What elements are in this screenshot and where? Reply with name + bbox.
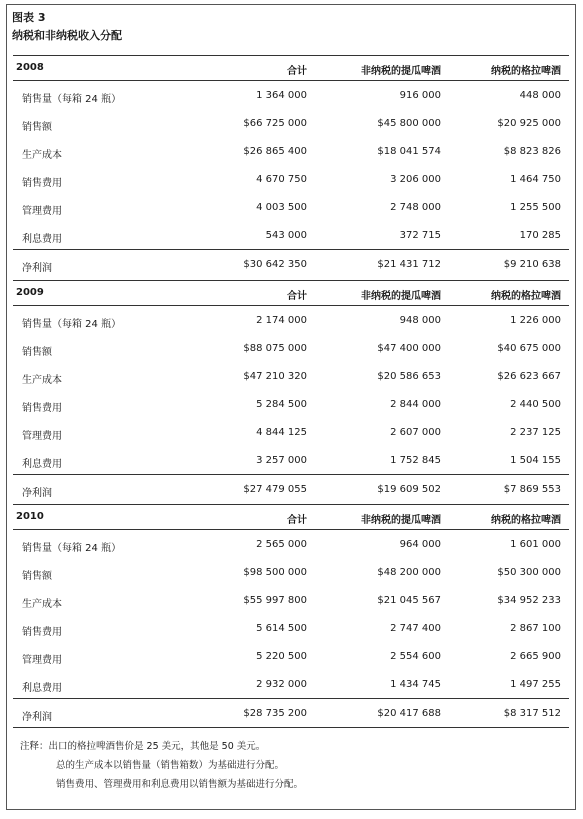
column-header: 纳税的格拉啤酒 bbox=[491, 66, 561, 77]
table-row bbox=[13, 362, 569, 390]
year-label: 2008 bbox=[16, 62, 44, 73]
table-row bbox=[13, 165, 569, 193]
cell-tax: $8 317 512 bbox=[503, 708, 561, 719]
row-label: 销售费用 bbox=[22, 178, 62, 189]
cell-total: 3 257 000 bbox=[256, 455, 307, 466]
cell-nontax: 964 000 bbox=[399, 539, 441, 550]
cell-total: $47 210 320 bbox=[243, 371, 307, 382]
cell-total: 4 844 125 bbox=[256, 427, 307, 438]
cell-nontax: $21 045 567 bbox=[377, 595, 441, 606]
cell-total: $66 725 000 bbox=[243, 118, 307, 129]
cell-total: 2 932 000 bbox=[256, 679, 307, 690]
cell-tax: 2 237 125 bbox=[510, 427, 561, 438]
section-header bbox=[13, 281, 569, 305]
cell-nontax: 948 000 bbox=[399, 315, 441, 326]
row-label: 利息费用 bbox=[22, 683, 62, 694]
table-row bbox=[13, 109, 569, 137]
column-header: 合计 bbox=[287, 66, 307, 77]
cell-tax: 1 226 000 bbox=[510, 315, 561, 326]
cell-tax: $34 952 233 bbox=[497, 595, 561, 606]
cell-nontax: 2 607 000 bbox=[390, 427, 441, 438]
cell-tax: 448 000 bbox=[519, 90, 561, 101]
cell-tax: $8 823 826 bbox=[503, 146, 561, 157]
cell-total: $26 865 400 bbox=[243, 146, 307, 157]
cell-tax: 1 601 000 bbox=[510, 539, 561, 550]
row-label: 销售费用 bbox=[22, 403, 62, 414]
cell-total: 2 565 000 bbox=[256, 539, 307, 550]
net-profit-row bbox=[13, 250, 569, 278]
row-label: 管理费用 bbox=[22, 431, 62, 442]
cell-tax: 2 665 900 bbox=[510, 651, 561, 662]
cell-total: $30 642 350 bbox=[243, 259, 307, 270]
cell-total: $28 735 200 bbox=[243, 708, 307, 719]
column-header: 非纳税的提瓜啤酒 bbox=[361, 291, 441, 302]
cell-nontax: 1 434 745 bbox=[390, 679, 441, 690]
cell-total: 5 284 500 bbox=[256, 399, 307, 410]
table-row bbox=[13, 193, 569, 221]
cell-nontax: 372 715 bbox=[399, 230, 441, 241]
year-label: 2009 bbox=[16, 287, 44, 298]
cell-tax: 2 867 100 bbox=[510, 623, 561, 634]
note-line: 销售费用、管理费用和利息费用以销售额为基础进行分配。 bbox=[56, 779, 304, 790]
cell-nontax: 2 844 000 bbox=[390, 399, 441, 410]
table-row bbox=[13, 446, 569, 474]
cell-total: 543 000 bbox=[265, 230, 307, 241]
year-section-2008 bbox=[13, 55, 569, 278]
cell-tax: 1 255 500 bbox=[510, 202, 561, 213]
row-label: 净利润 bbox=[22, 488, 52, 499]
cell-nontax: $21 431 712 bbox=[377, 259, 441, 270]
table-row bbox=[13, 221, 569, 249]
divider bbox=[13, 727, 569, 728]
cell-tax: $7 869 553 bbox=[503, 484, 561, 495]
cell-total: 5 220 500 bbox=[256, 651, 307, 662]
table-row bbox=[13, 306, 569, 334]
row-label: 利息费用 bbox=[22, 234, 62, 245]
year-section-2010 bbox=[13, 504, 569, 728]
cell-nontax: $45 800 000 bbox=[377, 118, 441, 129]
row-label: 净利润 bbox=[22, 263, 52, 274]
cell-tax: $50 300 000 bbox=[497, 567, 561, 578]
cell-total: 5 614 500 bbox=[256, 623, 307, 634]
note-line: 注释：出口的格拉啤酒售价是 25 美元，其他是 50 美元。 bbox=[20, 741, 266, 752]
table-row bbox=[13, 418, 569, 446]
column-header: 合计 bbox=[287, 515, 307, 526]
table-row bbox=[13, 558, 569, 586]
cell-tax: $40 675 000 bbox=[497, 343, 561, 354]
table-row bbox=[13, 390, 569, 418]
row-label: 管理费用 bbox=[22, 206, 62, 217]
figure-label: 图表 3 bbox=[12, 11, 46, 24]
cell-nontax: $19 609 502 bbox=[377, 484, 441, 495]
table-row bbox=[13, 670, 569, 698]
cell-total: 1 364 000 bbox=[256, 90, 307, 101]
table-row bbox=[13, 586, 569, 614]
year-label: 2010 bbox=[16, 511, 44, 522]
row-label: 生产成本 bbox=[22, 150, 62, 161]
table-row bbox=[13, 137, 569, 165]
cell-tax: $20 925 000 bbox=[497, 118, 561, 129]
table-row bbox=[13, 530, 569, 558]
column-header: 纳税的格拉啤酒 bbox=[491, 515, 561, 526]
cell-total: 2 174 000 bbox=[256, 315, 307, 326]
section-header bbox=[13, 56, 569, 80]
row-label: 销售费用 bbox=[22, 627, 62, 638]
net-profit-row bbox=[13, 475, 569, 503]
cell-nontax: $47 400 000 bbox=[377, 343, 441, 354]
cell-tax: 1 464 750 bbox=[510, 174, 561, 185]
row-label: 销售额 bbox=[22, 347, 52, 358]
cell-nontax: 2 748 000 bbox=[390, 202, 441, 213]
row-label: 销售量（每箱 24 瓶） bbox=[22, 94, 122, 105]
row-label: 生产成本 bbox=[22, 599, 62, 610]
table-row bbox=[13, 614, 569, 642]
column-header: 合计 bbox=[287, 291, 307, 302]
row-label: 销售额 bbox=[22, 571, 52, 582]
cell-total: $27 479 055 bbox=[243, 484, 307, 495]
row-label: 销售量（每箱 24 瓶） bbox=[22, 543, 122, 554]
cell-nontax: $18 041 574 bbox=[377, 146, 441, 157]
cell-nontax: $48 200 000 bbox=[377, 567, 441, 578]
row-label: 生产成本 bbox=[22, 375, 62, 386]
year-section-2009 bbox=[13, 280, 569, 503]
cell-total: $98 500 000 bbox=[243, 567, 307, 578]
table-row bbox=[13, 81, 569, 109]
notes bbox=[20, 737, 303, 794]
cell-tax: 2 440 500 bbox=[510, 399, 561, 410]
cell-nontax: $20 417 688 bbox=[377, 708, 441, 719]
cell-nontax: 916 000 bbox=[399, 90, 441, 101]
note-line: 总的生产成本以销售量（销售箱数）为基础进行分配。 bbox=[56, 760, 285, 771]
table-title: 纳税和非纳税收入分配 bbox=[12, 29, 122, 42]
cell-total: 4 003 500 bbox=[256, 202, 307, 213]
net-profit-row bbox=[13, 699, 569, 727]
section-header bbox=[13, 505, 569, 529]
cell-tax: $9 210 638 bbox=[503, 259, 561, 270]
row-label: 销售额 bbox=[22, 122, 52, 133]
cell-total: 4 670 750 bbox=[256, 174, 307, 185]
column-header: 纳税的格拉啤酒 bbox=[491, 291, 561, 302]
cell-nontax: 3 206 000 bbox=[390, 174, 441, 185]
row-label: 管理费用 bbox=[22, 655, 62, 666]
table-row bbox=[13, 334, 569, 362]
cell-total: $88 075 000 bbox=[243, 343, 307, 354]
column-header: 非纳税的提瓜啤酒 bbox=[361, 515, 441, 526]
column-header: 非纳税的提瓜啤酒 bbox=[361, 66, 441, 77]
cell-tax: $26 623 667 bbox=[497, 371, 561, 382]
cell-nontax: $20 586 653 bbox=[377, 371, 441, 382]
row-label: 销售量（每箱 24 瓶） bbox=[22, 319, 122, 330]
cell-nontax: 1 752 845 bbox=[390, 455, 441, 466]
table-row bbox=[13, 642, 569, 670]
cell-tax: 170 285 bbox=[519, 230, 561, 241]
row-label: 净利润 bbox=[22, 712, 52, 723]
cell-total: $55 997 800 bbox=[243, 595, 307, 606]
cell-nontax: 2 554 600 bbox=[390, 651, 441, 662]
cell-tax: 1 497 255 bbox=[510, 679, 561, 690]
cell-tax: 1 504 155 bbox=[510, 455, 561, 466]
row-label: 利息费用 bbox=[22, 459, 62, 470]
cell-nontax: 2 747 400 bbox=[390, 623, 441, 634]
